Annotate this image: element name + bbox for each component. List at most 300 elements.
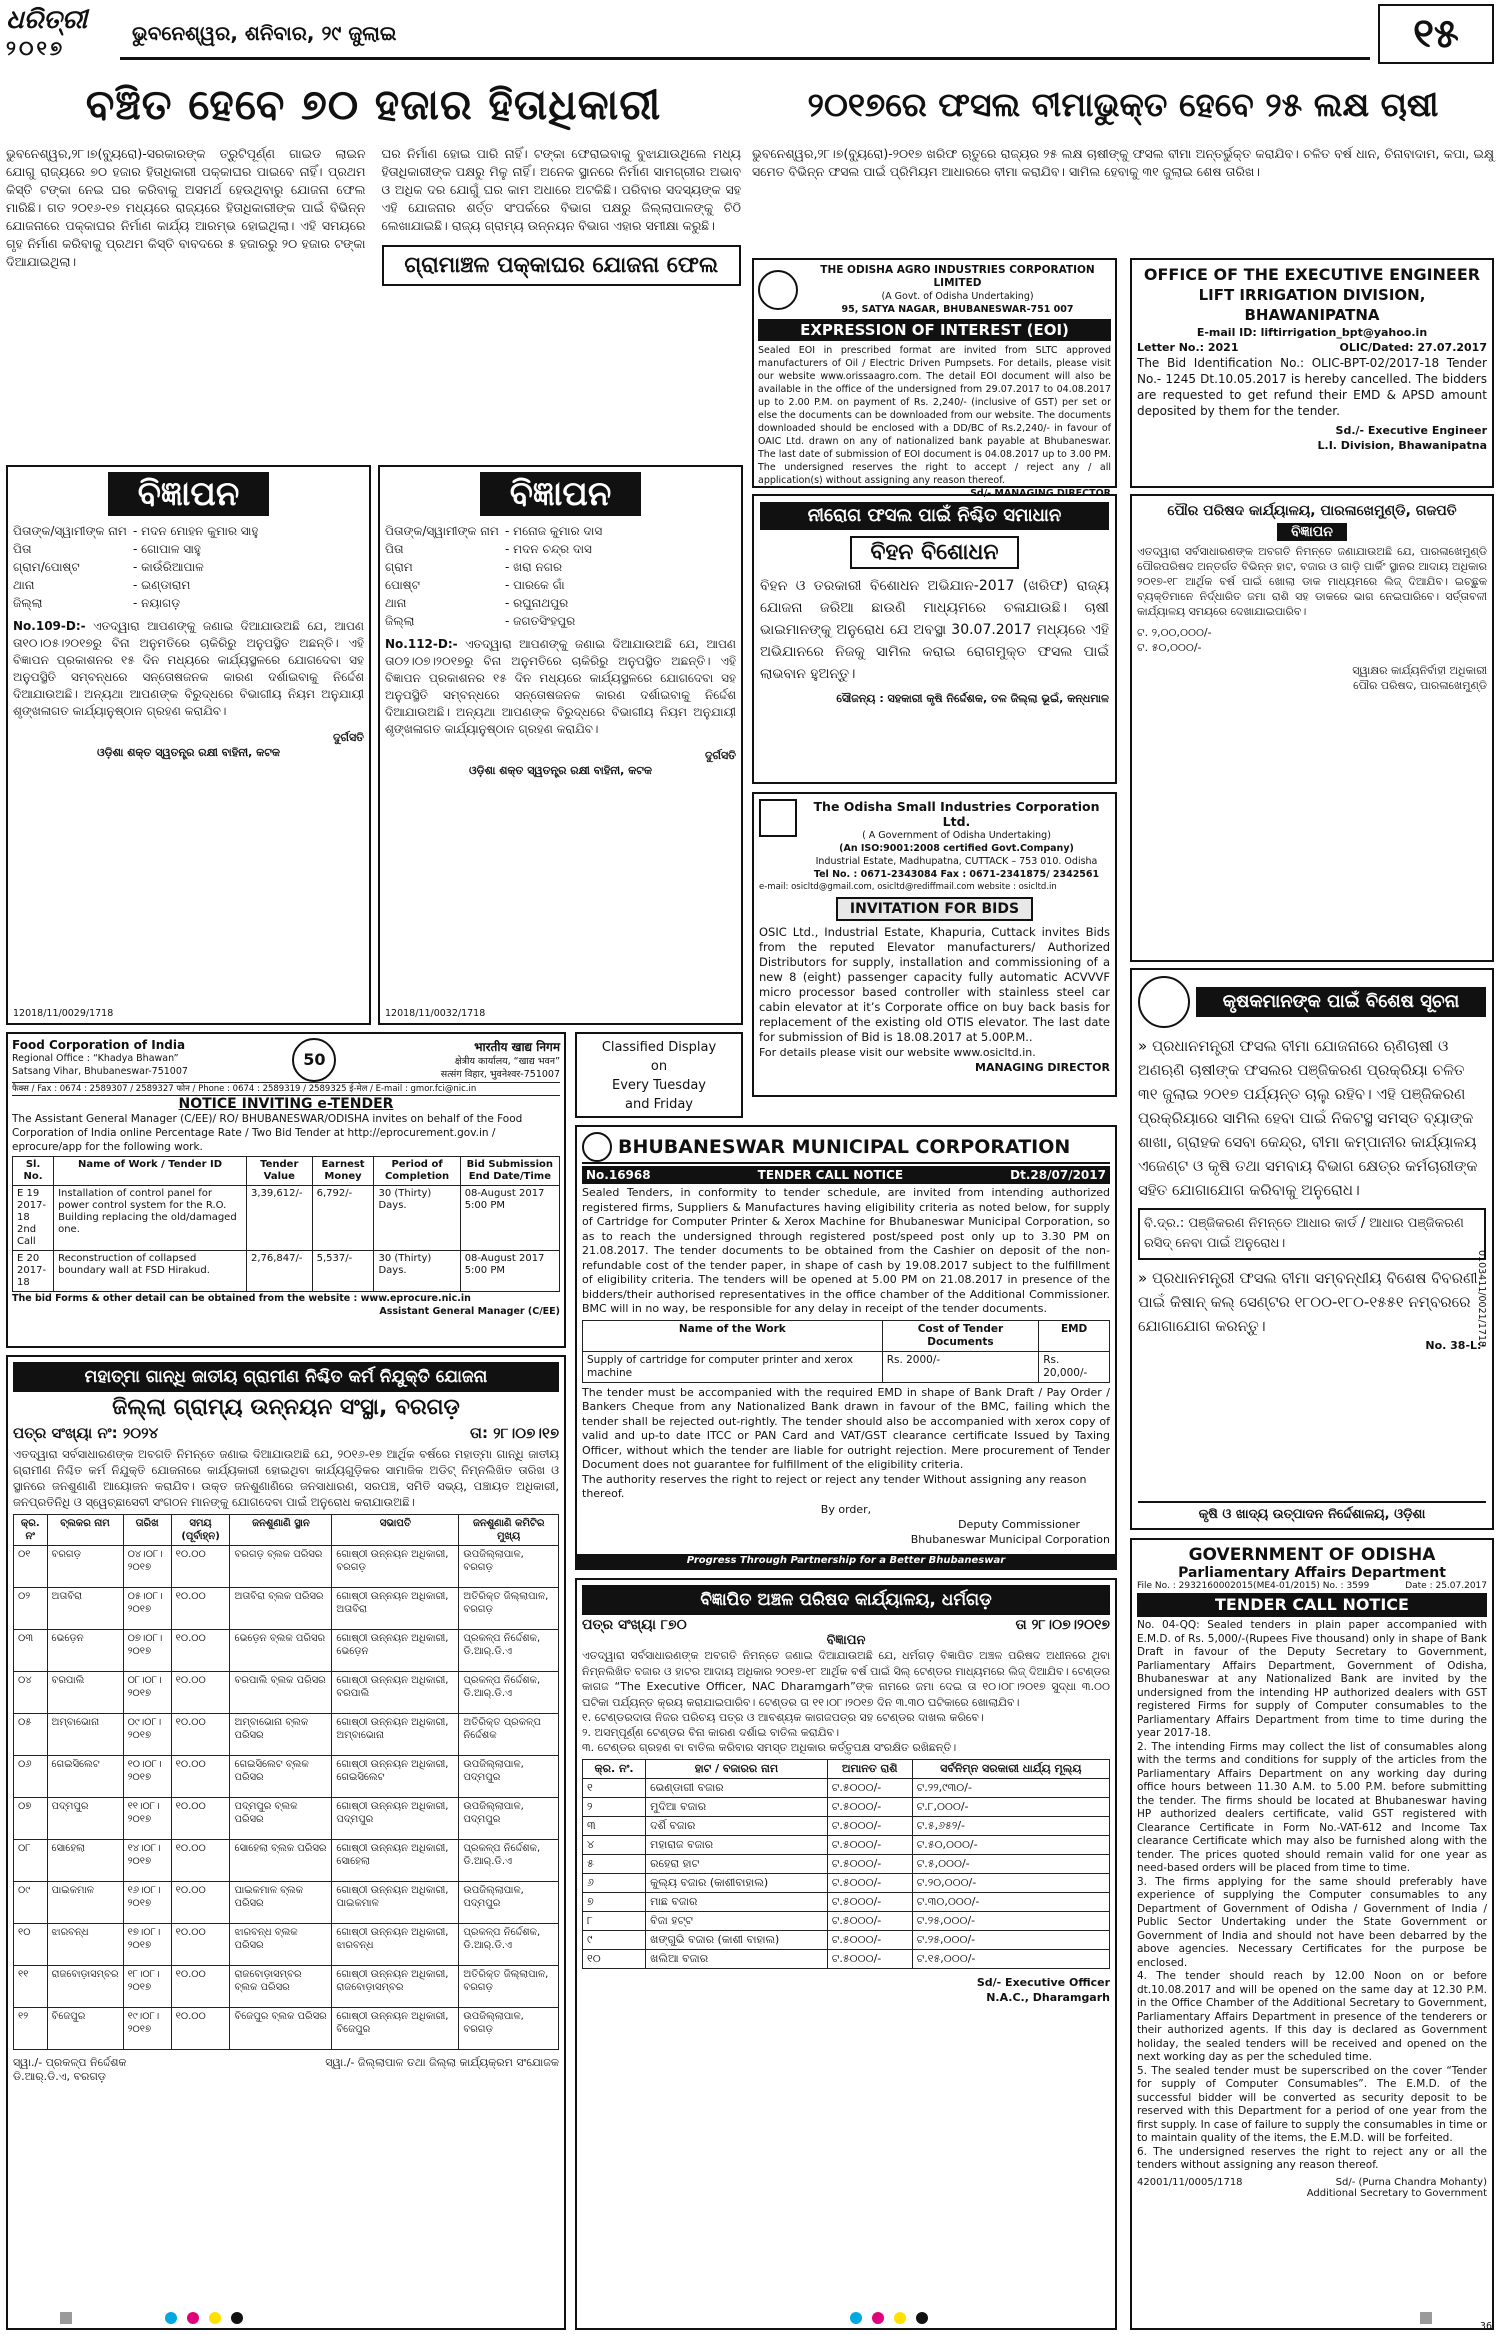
dh-table-cell: ମହାରାଜ ବଜାର (646, 1836, 828, 1855)
pa-p2: 2. The intending Firms may collect the list of consumables along with the terms and conditions for supply of the articles from the Parliamentary Affairs Department on any working day during office hours between 11.30 A.M. to 5.00 P.M. before submitting the tender. The firms should be located at Bhubaneswar having HP authorized dealers certificate, valid GST registered with Clearance Certificate in Form No.-VAT-612 and Income Tax clearance Certificate which may also be furnished along with the tender. The prices quoted should remain valid for one year as need-based orders will be placed from time to time. (1137, 1740, 1487, 1874)
pa-org: GOVERNMENT OF ODISHA (1188, 1545, 1436, 1565)
ad-fci (6, 1032, 566, 1348)
seeds-body: ବିହନ ଓ ତରକାରୀ ବିଶୋଧନ ଅଭିଯାନ-2017 (ଖରିଫ) ରାଜ୍ୟ ଯୋଜନା ଜରିଆ ଛାଉଣି ମାଧ୍ୟମରେ ଚଳାଯାଉଛି। ଚାଷୀ ଭାଇମାନଙ୍କୁ ଅନୁରୋଧ ଯେ ଅବସ୍ଥା 30.07.2017 ମଧ୍ୟରେ ଏହି ଅଭିଯାନରେ ନିଜକୁ ସାମିଲ କରାଇ ରୋଗମୁକ୍ତ ଫସଲ ପାଇଁ ଲାଭବାନ ହୁଅନ୍ତୁ। (760, 578, 1109, 682)
osic-body: OSIC Ltd., Industrial Estate, Khapuria, Cuttack invites Bids from the reputed Elevator manufacturers/ Authorized Distributors for supply, installation and commissioning of a new 8 (eight) passenger capacity fully automatic ACVVVF micro processor based controller with stainless steel car cabin elevator at it’s Corporate office on buy back basis for replacement of the existing old OTIS elevator. The last date for submission of Bid is 18.08.2017 at 5.00P.M.. (759, 925, 1110, 1044)
reg-dot-magenta (187, 2312, 199, 2324)
bij2-org: ଓଡ଼ିଶା ଶକ୍ତ ସ୍ୱତନ୍ତ୍ର ରକ୍ଷୀ ବାହିନୀ, କଟକ (468, 764, 653, 777)
mg-table-cell: ଅମ୍ବାଭୋନା ବ୍ଲକ ପରିସର (230, 1714, 332, 1756)
mg-table-cell: ୦୨ (14, 1588, 48, 1630)
bmc-tagline: Progress Through Partnership for a Better Bhubaneswar (577, 1554, 1115, 1568)
osic-logo-icon (759, 799, 797, 837)
dh-table-cell: ଖଲିଆ ବଜାର (646, 1950, 828, 1969)
bij1-field-label: ଥାନା (13, 578, 35, 592)
bij2-field-row (385, 540, 736, 558)
ad-seeds (752, 494, 1117, 784)
bij1-fields (13, 522, 364, 612)
mg-table-cell: ପାଇକମାଳ ବ୍ଲକ ପରିସର (230, 1882, 332, 1924)
bij1-sign: ଦୁର୍ଗସତି (332, 731, 364, 744)
mg-table-cell: ଉପଜିଲ୍ଲାପାଳ, ପଦ୍ମପୁର (459, 1798, 559, 1840)
ad-krushi (1130, 968, 1494, 1530)
masthead-rule (120, 10, 1370, 60)
dh-table-cell: ୯ (583, 1931, 646, 1950)
dh-table-cell: ଟ.୨୫,୦୦୦/- (912, 1912, 1109, 1931)
mg-table-cell: ୧୬।୦୮।୨୦୧୭ (123, 1882, 171, 1924)
dh-table-cell: ଖଙ୍ଗୁଭି ବଜାର (କାଶୀ ବାହାଲ) (646, 1931, 828, 1950)
mg-table-cell: ୧୦ (14, 1924, 48, 1966)
dh-table-cell: ଟ.୫୦୦୦/- (827, 1912, 912, 1931)
story2-headline-box (752, 72, 1494, 142)
mg-table-row (14, 1756, 559, 1798)
dh-table-row (583, 1931, 1110, 1950)
mg-table-cell: ଗେଇସିଲେଟ ବ୍ଲକ ପରିସର (230, 1756, 332, 1798)
story1-body (6, 145, 741, 460)
mg-table-cell: ୧୧।୦୮।୨୦୧୭ (123, 1798, 171, 1840)
reg-dot-gray (60, 2312, 72, 2324)
story2-body-box (752, 145, 1494, 250)
dh-table-cell: ଟ.୩୦,୦୦୦/- (912, 1893, 1109, 1912)
lid-date: OLIC/Dated: 27.07.2017 (1339, 341, 1487, 354)
ad-oaic (752, 258, 1117, 499)
ad-bijnapana-1 (6, 465, 371, 1025)
mg-table-cell: ଝାରବନ୍ଧ (47, 1924, 123, 1966)
parla-sign1: ସ୍ୱାକ୍ଷର କାର୍ଯ୍ୟନିର୍ବାହୀ ଅଧିକାରୀ (1352, 664, 1487, 677)
dh-table-cell: ୧୦ (583, 1950, 646, 1969)
mg-table-cell: ବରଗଡ଼ (47, 1546, 123, 1588)
fci-contact: फैक्स / Fax : 0674 : 2589307 / 2589327 फोन / Phone : 0674 : 2589319 / 2589325 ई-मेल / E-mail : gmor.fci@nic.in (12, 1082, 560, 1096)
fci-table (12, 1156, 560, 1292)
oaic-logo-icon (758, 270, 798, 310)
mg-table-cell: ପ୍ରକଳ୍ପ ନିର୍ଦ୍ଦେଶକ, ଡି.ଆର୍.ଡି.ଏ (459, 1672, 559, 1714)
reg-dot-cyan (165, 2312, 177, 2324)
bij2-code: 12018/11/0032/1718 (385, 1008, 486, 1019)
fci-regional: Regional Office : “Khadya Bhawan” (12, 1053, 179, 1064)
bij2-field-value: - ଜଗତସିଂହପୁର (505, 614, 576, 628)
classified-box (575, 1032, 743, 1118)
bmc-body: Sealed Tenders, in conformity to tender schedule, are invited from intending authorized registered firms, Suppliers & Manufactures having eligibility criteria as noted below, for supply of Cartridge for Computer Printer & Xerox Machine for Bhubaneswar Municipal Corporation, so as to reach the undersigned through registered post/speed post only up to 3.30 PM on 21.08.2017. The tender documents to be obtained from the Cashier on deposit of the non-refundable cost of the tender paper, in shape of cash by 19.08.2017 subject to the fulfillment of eligibility criteria. The tenders will be opened at 5.00 PM on 21.08.2017 in presence of the bidders/their authorised representatives in the office chamber of the Additional Commissioner. BMC will in no way, be responsible for any delay in receipt of the tender documents. (582, 1186, 1110, 1315)
story1-headline: ବଞ୍ଚିତ ହେବେ ୭୦ ହଜାର ହିତାଧିକାରୀ (85, 80, 662, 129)
oaic-body: Sealed EOI in prescribed format are invited from SLTC approved manufacturers of Oil / Electric Driven Pumpsets. For details, please visit our website www.orissaagro.com. The detail EOI document will also be available in the office of the undersigned from 29.07.2017 to 04.08.2017 up to 2.00 P.M. on payment of Rs. 2,240/- (inclusive of GST) per set or else the documents can be downloaded from our website. The documents downloaded should be enclosed with a DD/BC of Rs.2,240/- in favour of OAIC Ltd. drawn on any of nationalized bank payable at Bhubaneswar. The last date of submission of EOI document is 04.08.2017 up to 3.00 PM. The undersigned reserves the right to accept / reject any / all application(s) without assigning any reason thereof. (758, 345, 1111, 486)
mg-table-cell: ୦୭।୦୮।୨୦୧୭ (123, 1630, 171, 1672)
oaic-title: EXPRESSION OF INTEREST (EOI) (758, 319, 1111, 341)
dh-table-cell: ମାଛ ବଜାର (646, 1893, 828, 1912)
dh-table-row (583, 1798, 1110, 1817)
bij2-field-value: - ମନୋଜ କୁମାର ଦାସ (505, 524, 603, 538)
dh-table-cell: ଟ.୫,୦୦୦/- (912, 1855, 1109, 1874)
dh-table-row (583, 1817, 1110, 1836)
dh-table-cell: ୪ (583, 1836, 646, 1855)
bmc-column-header: Name of the Work (583, 1320, 883, 1351)
fci-logo-text: 50 (303, 1050, 326, 1069)
mg-table-cell: ଭେଡ଼େନ ବ୍ଲକ ପରିସର (230, 1630, 332, 1672)
dh-table-row (583, 1874, 1110, 1893)
classified-line1: Classified Display (601, 1040, 717, 1055)
bmc-table (582, 1320, 1110, 1383)
mg-table-cell: ବରପାଲି (47, 1672, 123, 1714)
osic-sign: MANAGING DIRECTOR (975, 1061, 1110, 1074)
fci-table-cell: Installation of control panel for power control system for the R.O. Building replacing the old/damaged one. (54, 1186, 247, 1251)
mg-table-cell: ଅତିରିକ୍ତ ପ୍ରକଳ୍ପ ନିର୍ଦ୍ଦେଶକ (459, 1714, 559, 1756)
mg-table-cell: ରାଜବୋଡ଼ାସମ୍ବର ବ୍ଲକ ପରିସର (230, 1966, 332, 2008)
osic-sub2: (An ISO:9001:2008 certified Govt.Company) (839, 843, 1074, 854)
dh-table-row (583, 1779, 1110, 1798)
page-number: ୧୫ (1413, 11, 1459, 57)
mg-table-row (14, 2008, 559, 2050)
mg-table-cell: ପ୍ରକଳ୍ପ ନିର୍ଦ୍ଦେଶକ, ଡି.ଆର୍.ଡି.ଏ (459, 1630, 559, 1672)
bij1-field-label: ପିତାଙ୍କ/ସ୍ୱାମୀଙ୍କ ନାମ (13, 524, 127, 538)
fci-table-cell: 08-August 2017 5:00 PM (460, 1251, 559, 1292)
krushi-code: 0103411/0021/1718 (1476, 1250, 1487, 1348)
story1-headline-box (6, 72, 741, 142)
mg-table-cell: ଝାରବନ୍ଧ ବ୍ଲକ ପରିସର (230, 1924, 332, 1966)
fci-table-cell: 30 (Thirty) Days. (374, 1186, 460, 1251)
mg-table-cell: ବରଗଡ଼ ବ୍ଲକ ପରିସର (230, 1546, 332, 1588)
fci-column-header: Tender Value (246, 1157, 312, 1186)
paper-name: ଧରିତ୍ରୀ (6, 5, 88, 35)
dh-table-cell: ଟ.୧୫,୦୦୦/- (912, 1950, 1109, 1969)
dh-letter-no: ପତ୍ର ସଂଖ୍ୟା ୮୭୦ (582, 1617, 687, 1633)
fci-table-cell: Reconstruction of collapsed boundary wall at FSD Hirakud. (54, 1251, 247, 1292)
fci-footer: The bid Forms & other detail can be obtained from the website : www.eprocure.nic.in (12, 1293, 471, 1304)
bij1-no: No.109-D:- (13, 619, 86, 633)
bij2-field-label: ଗ୍ରାମ (385, 560, 413, 574)
dh-table-cell: ଟ.୨୨,୯୩୦/- (912, 1779, 1109, 1798)
dh-table-cell: ଟ.୫୦୦୦/- (827, 1874, 912, 1893)
bij1-field-row (13, 522, 364, 540)
mg-table-cell: ସୋହେଲା (47, 1840, 123, 1882)
pa-sign2: Additional Secretary to Government (1306, 2187, 1487, 2199)
dh-column-header: ସର୍ବନିମ୍ନ ସରକାରୀ ଧାର୍ଯ୍ୟ ମୂଲ୍ୟ (912, 1760, 1109, 1779)
dh-sign1: Sd/- Executive Officer (976, 1976, 1110, 1989)
pa-p5: 5. The sealed tender must be superscribed on the cover “Tender for supply of Computer Consumables”. The E.M.D. of the successful bidder will be converted as security deposit to be reserved with this Department for a period of one year from the first supply. In case of failure to supply the consumables in time or to maintain quality of the items, the E.M.D. will be forfeited. (1137, 2064, 1487, 2144)
classified-line4: and Friday (625, 1097, 693, 1112)
story2-headline: ୨୦୧୭ରେ ଫସଲ ବୀମାଭୁକ୍ତ ହେବେ ୨୫ ଲକ୍ଷ ଚାଷୀ (807, 85, 1439, 124)
mg-table-cell: ଗୋଷ୍ଠୀ ଉନ୍ନୟନ ଅଧିକାରୀ, ବରଗଡ଼ (332, 1546, 459, 1588)
mg-table-cell: ରାଜବୋଡ଼ାସମ୍ବର (47, 1966, 123, 2008)
mg-table-cell: ପ୍ରକଳ୍ପ ନିର୍ଦ୍ଦେଶକ, ଡି.ଆର୍.ଡି.ଏ (459, 1924, 559, 1966)
dh-table-cell: ବିଜା ହଟ୍ଟ (646, 1912, 828, 1931)
bij1-field-row (13, 594, 364, 612)
seeds-title: ବିହନ ବିଶୋଧନ (850, 536, 1018, 569)
lid-body: The Bid Identification No.: OLIC-BPT-02/2017-18 Tender No.- 1245 Dt.10.05.2017 is hereby cancelled. The bidders are requested to get refund their EMD & APSD amount deposited by them for the tender. (1137, 356, 1487, 418)
mg-table-cell: ୧୦.୦୦ (171, 1840, 230, 1882)
mg-table-cell: ୧୯।୦୮।୨୦୧୭ (123, 2008, 171, 2050)
krushi-point1: » ପ୍ରଧାନମନ୍ତ୍ରୀ ଫସଲ ବୀମା ଯୋଜନାରେ ଋଣିଚାଷୀ ଓ ଅଣଋଣି ଚାଷୀଙ୍କ ଫସଲର ପଞ୍ଜିକରଣ ପ୍ରକ୍ରିୟା ଚଳିତ ୩୧ ଜୁଲାଇ ୨୦୧୭ ପର୍ଯ୍ୟନ୍ତ ଚାଲୁ ରହିବ। ଏହି ପଞ୍ଜିକରଣ ପ୍ରକ୍ରିୟାରେ ସାମିଲ ହେବା ପାଇଁ ନିକଟସ୍ଥ ସମସ୍ତ ବ୍ୟାଙ୍କ ଶାଖା, ଗ୍ରାହକ ସେବା କେନ୍ଦ୍ର, ବୀମା କମ୍ପାନୀର କାର୍ଯ୍ୟାଳୟ ଏଜେଣ୍ଟ ଓ କୃଷି ତଥା ସମବାୟ ବିଭାଗ କ୍ଷେତ୍ର କର୍ମଚାରୀଙ୍କ ସହିତ ଯୋଗାଯୋଗ କରିବାକୁ ଅନୁରୋଧ। (1138, 1037, 1478, 1199)
dh-table-cell: ଟ.୮,୦୦୦/- (912, 1798, 1109, 1817)
fci-column-header: Period of Completion (374, 1157, 460, 1186)
mg-table-cell: ଗୋଷ୍ଠୀ ଉନ୍ନୟନ ଅଧିକାରୀ, ପଦ୍ମପୁର (332, 1798, 459, 1840)
dh-table-cell: ମୁଦିଆ ବଜାର (646, 1798, 828, 1817)
mg-table-cell: ଗୋଷ୍ଠୀ ଉନ୍ନୟନ ଅଧିକାରୀ, ଗେଇସିଲେଟ (332, 1756, 459, 1798)
mg-table-row (14, 1966, 559, 2008)
bmc-sign1: Deputy Commissioner (958, 1517, 1080, 1531)
mg-table-row (14, 1546, 559, 1588)
fci-org: Food Corporation of India (12, 1038, 186, 1052)
dh-table-row (583, 1836, 1110, 1855)
bij1-field-row (13, 540, 364, 558)
dh-table-cell: ୮ (583, 1912, 646, 1931)
dh-table-cell: ୩ (583, 1817, 646, 1836)
bij1-field-row (13, 558, 364, 576)
bij1-field-value: - ନୟାଗଡ଼ (133, 596, 181, 610)
seeds-sign: ସୌଜନ୍ୟ : ସହକାରୀ କୃଷି ନିର୍ଦ୍ଦେଶକ, ତଳ ଜିଲ୍ଲା ଭୂଇଁ, କନ୍ଧମାଳ (836, 692, 1109, 705)
mg-table-cell: ୦୩ (14, 1630, 48, 1672)
oaic-sign: Sd/- MANAGING DIRECTOR (970, 488, 1111, 499)
bij2-no: No.112-D:- (385, 637, 458, 651)
mg-table-cell: ଗୋଷ୍ଠୀ ଉନ୍ନୟନ ଅଧିକାରୀ, ବିଜେପୁର (332, 2008, 459, 2050)
mg-table-cell: ୦୯ (14, 1882, 48, 1924)
mg-date: ତା: ୨୮।୦୭।୧୭ (470, 1424, 559, 1442)
mg-table-cell: ଗୋଷ୍ଠୀ ଉନ୍ନୟନ ଅଧିକାରୀ, ରାଜବୋଡ଼ାସମ୍ବର (332, 1966, 459, 2008)
krushi-footer: କୃଷି ଓ ଖାଦ୍ୟ ଉତ୍ପାଦନ ନିର୍ଦ୍ଦେଶାଳୟ, ଓଡ଼ିଶା (1138, 1501, 1486, 1522)
mg-column-header: ସମୟ (ପୂର୍ବାହ୍ନ) (171, 1515, 230, 1546)
odisha-emblem-icon (1138, 976, 1190, 1028)
oaic-sub: (A Govt. of Odisha Undertaking) (881, 291, 1034, 302)
mg-title: ମହାତ୍ମା ଗାନ୍ଧି ଜାତୀୟ ଗ୍ରାମୀଣ ନିଶ୍ଚିତ କର୍ମ ନିଯୁକ୍ତି ଯୋଜନା (13, 1362, 559, 1392)
story1-subhead-box (382, 245, 742, 286)
dh-table-row (583, 1855, 1110, 1874)
dateline: ଭୁବନେଶ୍ୱର, ଶନିବାର, ୨୯ ଜୁଲାଇ (132, 21, 397, 45)
lid-email: E-mail ID: liftirrigation_bpt@yahoo.in (1196, 326, 1428, 339)
lid-title1: OFFICE OF THE EXECUTIVE ENGINEER (1143, 265, 1481, 284)
bmc-order: By order, (820, 1502, 872, 1516)
page-number-box (1378, 4, 1494, 64)
bij2-fields (385, 522, 736, 630)
bij2-field-label: ଥାନା (385, 596, 407, 610)
parla-office: ପୌର ପରିଷଦ କାର୍ଯ୍ୟାଳୟ, ପାରଳାଖେମୁଣ୍ଡି, ଗଜପତି (1167, 503, 1457, 519)
bmc-title: TENDER CALL NOTICE (757, 1168, 904, 1182)
mg-table-cell: ଗୋଷ୍ଠୀ ଉନ୍ନୟନ ଅଧିକାରୀ, ପାଇକମାଳ (332, 1882, 459, 1924)
dh-table-cell: ୨ (583, 1798, 646, 1817)
mg-table-cell: ୧୦.୦୦ (171, 1630, 230, 1672)
parla-body: ଏତଦ୍ୱାରା ସର୍ବସାଧାରଣଙ୍କ ଅବଗତି ନିମନ୍ତେ ଜଣାଯାଉଅଛି ଯେ, ପାରଳାଖେମୁଣ୍ଡି ପୌରପରିଷଦ ଅନ୍ତର୍ଗତ ବିଭିନ୍ନ ହାଟ, ବଜାର ଓ ଗାଡ଼ି ପାର୍କିଂ ସ୍ଥାନର ଆଦାୟ ଅଧିକାର ୨୦୧୭-୧୮ ଆର୍ଥିକ ବର୍ଷ ପାଇଁ ଖୋଲା ଡାକ ମାଧ୍ୟମରେ ଲିଜ୍‌ ଦିଆଯିବ। ଇଚ୍ଛୁକ ବ୍ୟକ୍ତିମାନେ ନିର୍ଦ୍ଧାରିତ ଜମା ରାଶି ସହ ଡାକରେ ଭାଗ ନେଇପାରିବେ। ସର୍ତ୍ତାବଳୀ କାର୍ଯ୍ୟାଳୟ ସମୟରେ ଦେଖାଯାଇପାରିବ। (1137, 545, 1487, 618)
story1-col1: ଭୁବନେଶ୍ୱର,୨୮।୭(ବ୍ୟୁରୋ)-ସରକାରଙ୍କ ତ୍ରୁଟିପୂର୍ଣ୍ଣ ଗାଇଡ ଲାଇନ ଯୋଗୁ ରାଜ୍ୟରେ ୭୦ ହଜାର ହିତାଧିକାରୀ ପକ୍କାଘର ପାଇବେ ନାହିଁ। ପ୍ରଥମ କିସ୍ତି ଟଙ୍କା ନେଇ ଘର କରିବାକୁ ଅସମର୍ଥ ହେଉଥିବାରୁ ଯୋଜନା ଫେଲ ମାରିଛି। ଗତ ୨୦୧୬-୧୭ ମଧ୍ୟରେ ରାଜ୍ୟରେ ହିତାଧିକାରୀଙ୍କ ପାଇଁ ବିଭିନ୍ନ ଯୋଜନାରେ ପକ୍କାଘର ନିର୍ମାଣ କାର୍ଯ୍ୟ ଆରମ୍ଭ ହୋଇଥିଲା। ଏହି ସମୟରେ ଗୃହ ନିର୍ମାଣ କରିବାକୁ ପ୍ରଥମ କିସ୍ତି ବାବଦରେ ୫ ହଜାରରୁ ୨୦ ହଜାର ଟଙ୍କା ଦିଆଯାଇଥିଲା। (6, 146, 366, 269)
dh-column-header: କ୍ର. ନଂ. (583, 1760, 646, 1779)
bij2-body: ଏତଦ୍ୱାରା ଆପଣଙ୍କୁ ଜଣାଇ ଦିଆଯାଉଅଛି ଯେ, ଆପଣ ତା୦୨।୦୭।୨୦୧୭ରୁ ବିନା ଅନୁମତିରେ ଚାକିରିରୁ ଅନୁପସ୍ଥିତ ଅଛନ୍ତି। ଏହି ବିଜ୍ଞାପନ ପ୍ରକାଶନର ୧୫ ଦିନ ମଧ୍ୟରେ କାର୍ଯ୍ୟସ୍ଥଳରେ ଯୋଗଦେବା ସହ ଅନୁପସ୍ଥିତି ସମ୍ବନ୍ଧରେ ସନ୍ତୋଷଜନକ କାରଣ ଦର୍ଶାଇବାକୁ ନିର୍ଦ୍ଦେଶ ଦିଆଯାଉଅଛି। ଅନ୍ୟଥା ଆପଣଙ୍କ ବିରୁଦ୍ଧରେ ବିଭାଗୀୟ ନିୟମ ଅନୁଯାୟୀ ଶୃଙ୍ଖଳାଗତ କାର୍ଯ୍ୟାନୁଷ୍ଠାନ ଗ୍ରହଣ କରାଯିବ। (385, 637, 736, 736)
dh-table-cell: ୭ (583, 1893, 646, 1912)
osic-details: For details please visit our website www.osicltd.in. (759, 1046, 1036, 1059)
bij2-field-label: ଜିଲ୍ଲା (385, 614, 415, 628)
lid-letter-no: Letter No.: 2021 (1137, 341, 1239, 354)
mg-table-row (14, 1924, 559, 1966)
ad-dharamgarh (575, 1578, 1117, 2330)
dh-table-row (583, 1912, 1110, 1931)
mg-column-header: ଜନଶୁଣାଣି ସ୍ଥାନ (230, 1515, 332, 1546)
lid-sign2: L.I. Division, Bhawanipatna (1317, 439, 1487, 452)
bij2-field-row (385, 612, 736, 630)
mg-table-cell: ୧୦.୦୦ (171, 1924, 230, 1966)
dh-table-row (583, 1893, 1110, 1912)
fci-column-header: Name of Work / Tender ID (54, 1157, 247, 1186)
pa-p1: No. 04-QQ: Sealed tenders in plain paper accompanied with E.M.D. of Rs. 5,000/-(Rupees Five thousand) only in shape of Bank Draft in favour of the Deputy Secretary to Government, Parliamentary Affairs Department, Government of Odisha, Bhubaneswar at any Nationalized Bank are invited by the undersigned from the intending HP authorized dealers with GST registered Firms for supply of Computer consumables to the Parliamentary Affairs Department from time to time during the year 2017-18. (1137, 1619, 1487, 1739)
registration-marks-group1 (165, 2309, 248, 2321)
dh-table-cell: ଟ.୫୦୦୦/- (827, 1893, 912, 1912)
mg-table-cell: ୦୪।୦୮।୨୦୧୭ (123, 1546, 171, 1588)
ad-mgnrega (6, 1355, 566, 2330)
bmc-logo-icon (582, 1132, 612, 1162)
bij2-field-row (385, 594, 736, 612)
ad-osic (752, 792, 1117, 1097)
ad-bijnapana-2 (378, 465, 743, 1025)
dh-column-header: ଅମାନତ ରାଶି (827, 1760, 912, 1779)
mg-column-header: ତାରିଖ (123, 1515, 171, 1546)
mg-table-cell: ୧୦।୦୮।୨୦୧୭ (123, 1756, 171, 1798)
dh-column-header: ହାଟ / ବଜାରର ନାମ (646, 1760, 828, 1779)
mg-table-cell: ଅତିରିକ୍ତ ଜିଲ୍ଲାପାଳ, ବରଗଡ଼ (459, 1966, 559, 2008)
mg-table-cell: ୦୭ (14, 1798, 48, 1840)
mg-table-cell: ୦୮।୦୮।୨୦୧୭ (123, 1672, 171, 1714)
mg-table-cell: ୦୬ (14, 1756, 48, 1798)
osic-address: Industrial Estate, Madhupatna, CUTTACK – 753 010. Odisha (815, 856, 1098, 867)
mg-table-cell: ୧୮।୦୮।୨୦୧୭ (123, 1966, 171, 2008)
bmc-column-header: EMD (1039, 1320, 1110, 1351)
reg-dot-cyan-2 (850, 2312, 862, 2324)
lid-sign1: Sd./- Executive Engineer (1335, 424, 1487, 437)
mg-column-header: ସଭାପତି (332, 1515, 459, 1546)
bmc-column-header: Cost of Tender Documents (882, 1320, 1039, 1351)
mg-body: ଏତଦ୍ୱାରା ସର୍ବସାଧାରଣଙ୍କ ଅବଗତି ନିମନ୍ତେ ଜଣାଇ ଦିଆଯାଉଅଛି ଯେ, ୨୦୧୬-୧୭ ଆର୍ଥିକ ବର୍ଷରେ ମହାତ୍ମା ଗାନ୍ଧି ଜାତୀୟ ଗ୍ରାମୀଣ ନିଶ୍ଚିତ କର୍ମ ନିଯୁକ୍ତି ଯୋଜନାରେ କାର୍ଯ୍ୟକାରୀ ହୋଇଥିବା କାର୍ଯ୍ୟଗୁଡ଼ିକର ସାମାଜିକ ଅଡିଟ୍‌ ନିମ୍ନଲିଖିତ ତାରିଖ ଓ ସ୍ଥାନରେ ଜନଶୁଣାଣି ଆୟୋଜନ କରାଯିବ। ଉକ୍ତ ଜନଶୁଣାଣିରେ ଜନସାଧାରଣ, ସରପଞ୍ଚ, ସମିତି ସଭ୍ୟ, ପଞ୍ଚାୟତ ଅଧିକାରୀ, ଜନପ୍ରତିନିଧି ଓ ସ୍ୱେଚ୍ଛାସେବୀ ସଂଗଠନ ମାନଙ୍କୁ ଯୋଗଦେବା ପାଇଁ ଅନୁରୋଧ କରାଯାଉଅଛି। (13, 1447, 559, 1509)
mg-table-cell: ୧୪।୦୮।୨୦୧୭ (123, 1840, 171, 1882)
osic-title: INVITATION FOR BIDS (836, 897, 1033, 921)
dh-sub: ବିଜ୍ଞାପନ (826, 1633, 866, 1648)
bij2-field-row (385, 558, 736, 576)
mg-table-cell: ପଦ୍ମପୁର ବ୍ଲକ ପରିସର (230, 1798, 332, 1840)
bij2-field-value: - ରଘୁନାଥପୁର (505, 596, 569, 610)
mg-column-header: ବ୍ଲକର ନାମ (47, 1515, 123, 1546)
dh-table-cell: ଟ.୫୦୦୦/- (827, 1779, 912, 1798)
bij1-title: ବିଜ୍ଞାପନ (108, 472, 270, 516)
reg-dot-magenta-2 (872, 2312, 884, 2324)
mg-table-row (14, 1672, 559, 1714)
bij2-field-value: - ମଦନ ଚନ୍ଦ୍ର ଦାସ (505, 542, 592, 556)
mg-table-row (14, 1588, 559, 1630)
bij2-title: ବିଜ୍ଞାପନ (480, 472, 642, 516)
story2-body: ଭୁବନେଶ୍ୱର,୨୮।୭(ବ୍ୟୁରୋ)-୨୦୧୭ ଖରିଫ ଋତୁରେ ରାଜ୍ୟର ୨୫ ଲକ୍ଷ ଚାଷୀଙ୍କୁ ଫସଲ ବୀମା ଅନ୍ତର୍ଭୁକ୍ତ କରାଯିବ। ଚଳିତ ବର୍ଷ ଧାନ, ଚିନାବାଦାମ, କପା, ଇକ୍ଷୁ ସମେତ ବିଭିନ୍ନ ଫସଲ ପାଇଁ ପ୍ରିମିୟମ ଆଧାରରେ ବୀମା କରାଯିବ। ସାମିଲ ହେବାକୁ ୩୧ ଜୁଲାଇ ଶେଷ ତାରିଖ। (752, 146, 1494, 179)
fci-column-header: Bid Submission End Date/Time (460, 1157, 559, 1186)
mg-table-cell: ବରପାଲି ବ୍ଲକ ପରିସର (230, 1672, 332, 1714)
mg-table-cell: ୦୧ (14, 1546, 48, 1588)
mg-table-cell: ବିଜେପୁର (47, 2008, 123, 2050)
krushi-no: No. 38-L:- (1425, 1339, 1486, 1352)
parla-amount1: ଟ. ୨,୦୦,୦୦୦/- (1137, 626, 1212, 639)
dh-sign2: N.A.C., Dharamgarh (986, 1991, 1110, 2004)
dh-table-cell: ଟ.୫୦୦୦/- (827, 1798, 912, 1817)
mg-column-header: ଜନଶୁଣାଣି କମିଟିର ମୁଖ୍ୟ (459, 1515, 559, 1546)
bij2-field-row (385, 522, 736, 540)
pa-file: File No. : 2932160002015(ME4-01/2015) No. : 3599 (1137, 1581, 1370, 1591)
fci-table-cell: 30 (Thirty) Days. (374, 1251, 460, 1292)
pa-p6: 6. The undersigned reserves the right to reject any or all the tenders without assigning any reason thereof. (1137, 2145, 1487, 2171)
dh-table-row (583, 1950, 1110, 1969)
mg-table-cell: ପଦ୍ମପୁର (47, 1798, 123, 1840)
dh-table-cell: ଟ.୫୦୦୦/- (827, 1836, 912, 1855)
ad-lift-irrigation (1130, 258, 1494, 488)
classified-line3: Every Tuesday (612, 1078, 706, 1093)
dh-cond2: ୨. ଅସମ୍ପୂର୍ଣ୍ଣ ଟେଣ୍ଡର ବିନା କାରଣ ଦର୍ଶାଇ ବାତିଲ କରାଯିବ। (582, 1726, 840, 1739)
mg-table-cell: ୦୫ (14, 1714, 48, 1756)
dh-title: ବିଜ୍ଞାପିତ ଅଞ୍ଚଳ ପରିଷଦ କାର୍ଯ୍ୟାଳୟ, ଧର୍ମଗଡ଼ (582, 1585, 1110, 1615)
bij2-sign: ଦୁର୍ଗସତି (704, 749, 736, 762)
osic-phone: Tel No. : 0671-2343084 Fax : 0671-2341875/ 2342561 (813, 869, 1100, 880)
registration-marks-right (1420, 2309, 1437, 2321)
bij1-field-label: ଜିଲ୍ଲା (13, 596, 43, 610)
mg-table-cell: ଅମ୍ବାଭୋନା (47, 1714, 123, 1756)
mg-sign-right: ସ୍ୱା./- ଜିଲ୍ଲାପାଳ ତଥା ଜିଲ୍ଲା କାର୍ଯ୍ୟକ୍ରମ ସଂଯୋଜକ (325, 2056, 559, 2069)
bmc-date: Dt.28/07/2017 (1010, 1168, 1106, 1182)
parla-amount2: ଟ. ୫୦,୦୦୦/- (1137, 641, 1202, 654)
pa-p4: 4. The tender should reach by 12.00 Noon on or before dt.10.08.2017 and will be opened on the same day at 12.30 P.M. in the Office Chamber of the Additional Secretary to Government, Parliamentary Affairs Department in presence of the tenderers or their authorized agents. If this day is declared as Government holiday, the sealed tenders will be received and opened on the next working day as per the scheduled time. (1137, 1970, 1487, 2063)
bij1-field-label: ପିତା (13, 542, 32, 556)
fci-table-cell: 08-August 2017 5:00 PM (460, 1186, 559, 1251)
mg-table-cell: ୧୭।୦୮।୨୦୧୭ (123, 1924, 171, 1966)
mg-table-cell: ୧୦.୦୦ (171, 1966, 230, 2008)
mg-table (13, 1514, 559, 2050)
dh-table-cell: ଟ.୨୫,୦୦୦/- (912, 1931, 1109, 1950)
lid-title2: LIFT IRRIGATION DIVISION, BHAWANIPATNA (1198, 286, 1426, 324)
dh-table (582, 1759, 1110, 1969)
mg-subtitle: ଜିଲ୍ଲା ଗ୍ରାମ୍ୟ ଉନ୍ନୟନ ସଂସ୍ଥା, ବରଗଡ଼ (112, 1395, 460, 1420)
mg-table-cell: ୦୪ (14, 1672, 48, 1714)
dh-cond3: ୩. ଟେଣ୍ଡର ଗ୍ରହଣ ବା ବାତିଲ କରିବାର ସମସ୍ତ ଅଧିକାର କର୍ତ୍ତୃପକ୍ଷ ସଂରକ୍ଷିତ ରଖିଛନ୍ତି। (582, 1741, 957, 1754)
fci-logo-icon (292, 1038, 336, 1082)
fci-title: NOTICE INVITING e-TENDER (178, 1096, 394, 1112)
mg-table-row (14, 1630, 559, 1672)
dh-table-cell: ୫ (583, 1855, 646, 1874)
mg-table-cell: ଗୋଷ୍ଠୀ ଉନ୍ନୟନ ଅଧିକାରୀ, ସୋହେଲା (332, 1840, 459, 1882)
dh-table-cell: ରହେରା ହାଟ (646, 1855, 828, 1874)
dh-table-cell: ଟ.୫୦,୦୦୦/- (912, 1836, 1109, 1855)
bmc-table-cell: Rs. 2000/- (882, 1351, 1039, 1382)
reg-dot-gray-2 (1420, 2312, 1432, 2324)
bij2-field-value: - ଖରା ନଗର (505, 560, 563, 574)
mg-column-header: କ୍ର. ନଂ (14, 1515, 48, 1546)
osic-sub1: ( A Government of Odisha Undertaking) (862, 830, 1051, 841)
fci-hindi2: क्षेत्रीय कार्यालय, “खाद्य भवन” (454, 1056, 560, 1067)
osic-org: The Odisha Small Industries Corporation Ltd. (813, 799, 1100, 829)
dh-cond1: ୧. ଟେଣ୍ଡରଦାତା ନିଜର ପରିଚୟ ପତ୍ର ଓ ଆବଶ୍ୟକ କାଗଜପତ୍ର ସହ ଟେଣ୍ଡର ଦାଖଲ କରିବେ। (582, 1711, 984, 1724)
bij2-field-row (385, 576, 736, 594)
fci-intro: The Assistant General Manager (C/EE)/ RO/ BHUBANESWAR/ODISHA invites on behalf of the Food Corporation of India online Percentage Rate / Two Bid Tender at http://eprocurement.gov.in / eprocure/app for the following work. (12, 1113, 523, 1153)
bij1-field-row (13, 576, 364, 594)
dh-table-cell: ୬ (583, 1874, 646, 1893)
masthead-logo (6, 4, 116, 64)
seeds-head: ନୀରୋଗ ଫସଲ ପାଇଁ ନିଶ୍ଚିତ ସମାଧାନ (760, 502, 1109, 530)
mg-table-cell: ଅତିରିକ୍ତ ଜିଲ୍ଲାପାଳ, ବରଗଡ଼ (459, 1588, 559, 1630)
parla-sign2: ପୌର ପରିଷଦ, ପାରଳାଖେମୁଣ୍ଡି (1353, 679, 1487, 692)
dh-body: ଏତଦ୍ୱାରା ସର୍ବସାଧାରଣଙ୍କ ଅବଗତି ନିମନ୍ତେ ଜଣାଇ ଦିଆଯାଉଅଛି ଯେ, ଧର୍ମଗଡ଼ ବିଜ୍ଞାପିତ ଅଞ୍ଚଳ ପରିଷଦ ଅଧୀନରେ ଥିବା ନିମ୍ନଲିଖିତ ବଜାର ଓ ହାଟର ଆଦାୟ ଅଧିକାର ୨୦୧୭-୧୮ ଆର୍ଥିକ ବର୍ଷ ପାଇଁ ସିଲ୍‌ ଟେଣ୍ଡର ମାଧ୍ୟମରେ ଲିଜ୍‌ ଦିଆଯିବ। ଟେଣ୍ଡର କାଗଜ “The Executive Officer, NAC Dharamgarh”ଙ୍କ ନାମରେ ଜମା ଦେଇ ତା ୧୦।୦୮।୨୦୧୭ ସୁଦ୍ଧା ୩.୦୦ ଘଟିକା ପର୍ଯ୍ୟନ୍ତ କ୍ରୟ କରାଯାଇପାରିବ। ଟେଣ୍ଡର ତା ୧୧।୦୮।୨୦୧୭ ଦିନ ୩.୩୦ ଘଟିକାରେ ଖୋଲାଯିବ। (582, 1649, 1110, 1709)
mg-table-cell: ୧୦.୦୦ (171, 1672, 230, 1714)
dh-table-cell: ଟ.୨୦,୦୦୦/- (912, 1874, 1109, 1893)
osic-email: e-mail: osicltd@gmail.com, osicltd@rediffmail.com website : osicltd.in (759, 882, 1057, 892)
bmc-table-cell: Rs. 20,000/- (1039, 1351, 1110, 1382)
oaic-address: 95, SATYA NAGAR, BHUBANESWAR-751 007 (841, 304, 1074, 315)
mg-table-cell: ଉପଜିଲ୍ଲାପାଳ, ପଦ୍ମପୁର (459, 1882, 559, 1924)
mg-table-cell: ୧୦.୦୦ (171, 1798, 230, 1840)
mg-table-row (14, 1798, 559, 1840)
bmc-no: No.16968 (586, 1168, 651, 1182)
pa-title: TENDER CALL NOTICE (1137, 1593, 1487, 1617)
mg-table-cell: ଗୋଷ୍ଠୀ ଉନ୍ନୟନ ଅଧିକାରୀ, ଅତାବିରା (332, 1588, 459, 1630)
fci-table-cell: 3,39,612/- (246, 1186, 312, 1251)
dh-table-cell: ଟ.୫୦୦୦/- (827, 1855, 912, 1874)
bmc-table-row (583, 1351, 1110, 1382)
mg-table-cell: ୦୫।୦୮।୨୦୧୭ (123, 1588, 171, 1630)
krushi-title: କୃଷକମାନଙ୍କ ପାଇଁ ବିଶେଷ ସୂଚନା (1196, 987, 1486, 1017)
mg-table-cell: ଉପଜିଲ୍ଲାପାଳ, ବରଗଡ଼ (459, 2008, 559, 2050)
bmc-body2: The tender must be accompanied with the required EMD in shape of Bank Draft / Pay Order / Bankers Cheque from any Nationalized Bank drawn in favour of the BMC, failing which the tender shall be rejected out-rightly. The tender should also be accompanied with xerox copy of valid and up-to date ITCC or PAN Card and VAT/GST clearance certificate Issued by Taxing Officer, without which the tender are liable for outright rejection. Mere procurement of Tender Document does not guarantee for fulfillment of the eligibility criteria. (582, 1385, 1110, 1471)
story1-col2: ଘର ନିର୍ମାଣ ହୋଇ ପାରି ନାହିଁ। ଟଙ୍କା ଫେରାଇବାକୁ ବୁଝାଯାଉଥିଲେ ମଧ୍ୟ ହିତାଧିକାରୀଙ୍କ ପକ୍ଷରୁ ମିଳୁ ନାହିଁ। ଅନେକ ସ୍ଥାନରେ ନିର୍ମାଣ ସାମଗ୍ରୀର ଅଭାବ ଓ ଅଧିକ ଦର ଯୋଗୁଁ ଘର କାମ ଅଧାରେ ଅଟକିଛି। ପରିବାର ସଦସ୍ୟଙ୍କ ସହ ଏହି ଯୋଜନାର ଶର୍ତ୍ତ ସଂପର୍କରେ ବିଭାଗ ପକ୍ଷରୁ ଜିଲ୍ଲାପାଳଙ୍କୁ ଚିଠି ଲେଖାଯାଇଛି। ରାଜ୍ୟ ଗ୍ରାମ୍ୟ ଉନ୍ନୟନ ବିଭାଗ ଏହାର ସମୀକ୍ଷା କରୁଛି। (381, 146, 741, 233)
oaic-org: THE ODISHA AGRO INDUSTRIES CORPORATION LIMITED (820, 264, 1095, 289)
mg-table-cell: ଉପଜିଲ୍ଲାପାଳ, ପଦ୍ମପୁର (459, 1756, 559, 1798)
